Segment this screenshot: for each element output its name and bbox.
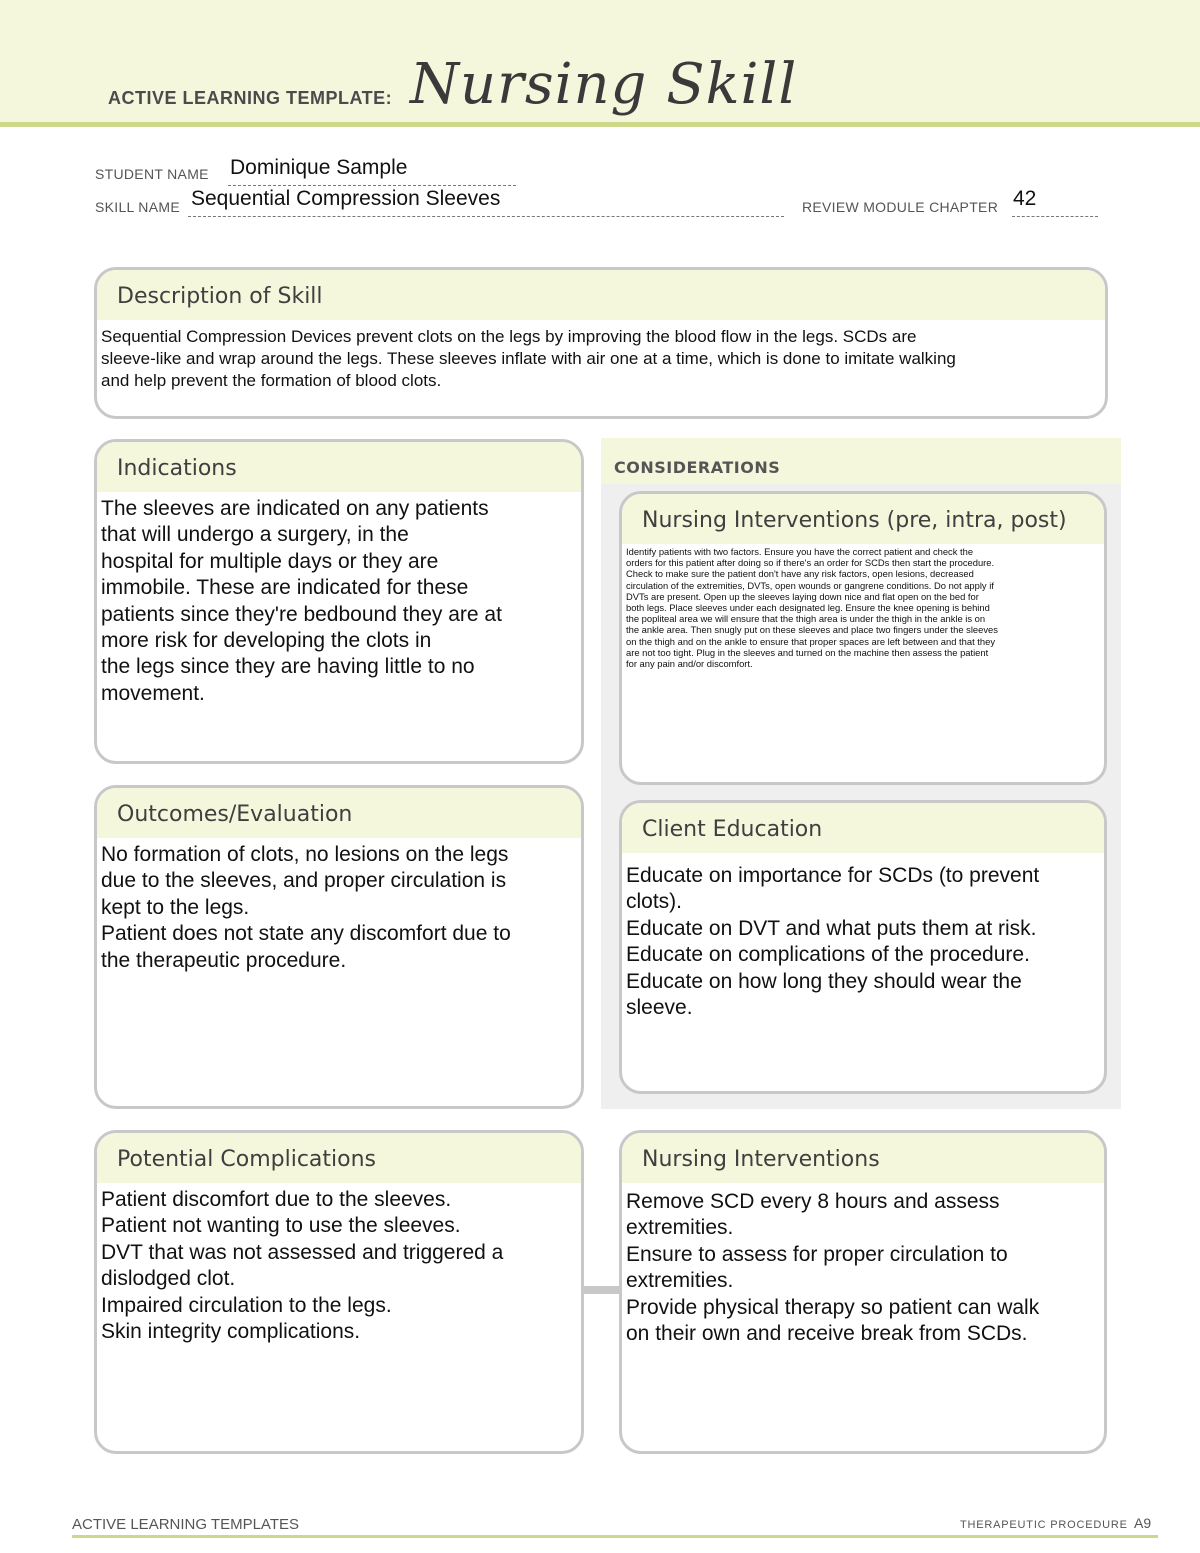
skill-name-label: SKILL NAME — [95, 199, 180, 215]
indications-heading: Indications — [97, 442, 581, 492]
student-name-line — [228, 185, 516, 186]
box-connector — [583, 1286, 621, 1294]
review-module-field[interactable]: 42 — [1013, 187, 1037, 210]
nursing-interventions-pip-heading: Nursing Interventions (pre, intra, post) — [622, 494, 1104, 544]
footer-rule — [72, 1535, 1158, 1538]
review-module-line — [1012, 216, 1098, 217]
page-title: Nursing Skill — [410, 52, 798, 117]
considerations-label: CONSIDERATIONS — [614, 458, 781, 477]
complications-box — [94, 1130, 584, 1454]
footer-right: THERAPEUTIC PROCEDURE — [960, 1519, 1128, 1531]
header-rule — [0, 122, 1200, 127]
nursing-interventions-box — [619, 1130, 1107, 1454]
description-text[interactable]: Sequential Compression Devices prevent clots on the legs by improving the blood flow in the legs. SCDs are sleeve-like and wrap around the legs. These sleeves inflate with air one at a time, which is done to imitate walking and help prevent the formation of blood clots. — [101, 327, 956, 390]
nursing-interventions-text[interactable]: Remove SCD every 8 hours and assess extremities. Ensure to assess for proper circulation to extremities. Provide physical therapy so patient can walk on their own and receive break from SCDs. — [626, 1190, 1040, 1346]
complications-heading: Potential Complications — [97, 1133, 581, 1183]
description-box — [94, 267, 1108, 419]
client-education-text[interactable]: Educate on importance for SCDs (to prevent clots). Educate on DVT and what puts them at risk. Educate on complications of the procedure. Educate on how long they should wear the sleeve. — [626, 864, 1040, 1020]
indications-box — [94, 439, 584, 764]
skill-name-field[interactable]: Sequential Compression Sleeves — [191, 187, 501, 210]
skill-name-line — [188, 216, 784, 217]
indications-text[interactable]: The sleeves are indicated on any patients that will undergo a surgery, in the hospital for multiple days or they are immobile. These are indicated for these patients since they're bedbound they are at more risk for developing the clots in the legs since they are having little to no movement. — [101, 497, 502, 705]
outcomes-box — [94, 785, 584, 1109]
client-education-box — [619, 800, 1107, 1094]
student-name-field[interactable]: Dominique Sample — [230, 156, 408, 179]
page-number: A9 — [1134, 1515, 1152, 1531]
footer-left: ACTIVE LEARNING TEMPLATES — [72, 1516, 299, 1533]
template-label: ACTIVE LEARNING TEMPLATE: — [108, 88, 393, 108]
nursing-interventions-heading: Nursing Interventions — [622, 1133, 1104, 1183]
student-name-label: STUDENT NAME — [95, 166, 209, 182]
review-module-label: REVIEW MODULE CHAPTER — [802, 199, 999, 215]
nursing-interventions-pip-text[interactable]: Identify patients with two factors. Ensure you have the correct patient and check the orders for this patient after doing so if there's an order for SCDs then start the procedure. Check to make sure the patient don't have any risk factors, open lesions, decreased circulation of the extremities, DVTs, open wounds or gangrene conditions. Do not apply if DVTs are present. Open up the sleeves laying down nice and flat open on the bed for both legs. Place sleeves under each designated leg. Ensure the knee opening is behind the popliteal area we will ensure that the thigh area is under the thigh in the ankle is on the ankle area. Then snugly put on these sleeves and place two fingers under the sleeves on the thigh and on the ankle to ensure that proper spaces are left between and that they are not too tight. Plug in the sleeves and turned on the machine then assess the patient for any pain and/or discomfort. — [626, 546, 998, 670]
outcomes-heading: Outcomes/Evaluation — [97, 788, 581, 838]
client-education-heading: Client Education — [622, 803, 1104, 853]
nursing-interventions-pip-box — [619, 491, 1107, 785]
description-heading: Description of Skill — [97, 270, 1105, 320]
outcomes-text[interactable]: No formation of clots, no lesions on the legs due to the sleeves, and proper circulation is kept to the legs. Patient does not state any discomfort due to the therapeutic procedure. — [101, 843, 511, 972]
complications-text[interactable]: Patient discomfort due to the sleeves. Patient not wanting to use the sleeves. DVT that was not assessed and triggered a dislodged clot. Impaired circulation to the legs. Skin integrity complications. — [101, 1188, 504, 1344]
